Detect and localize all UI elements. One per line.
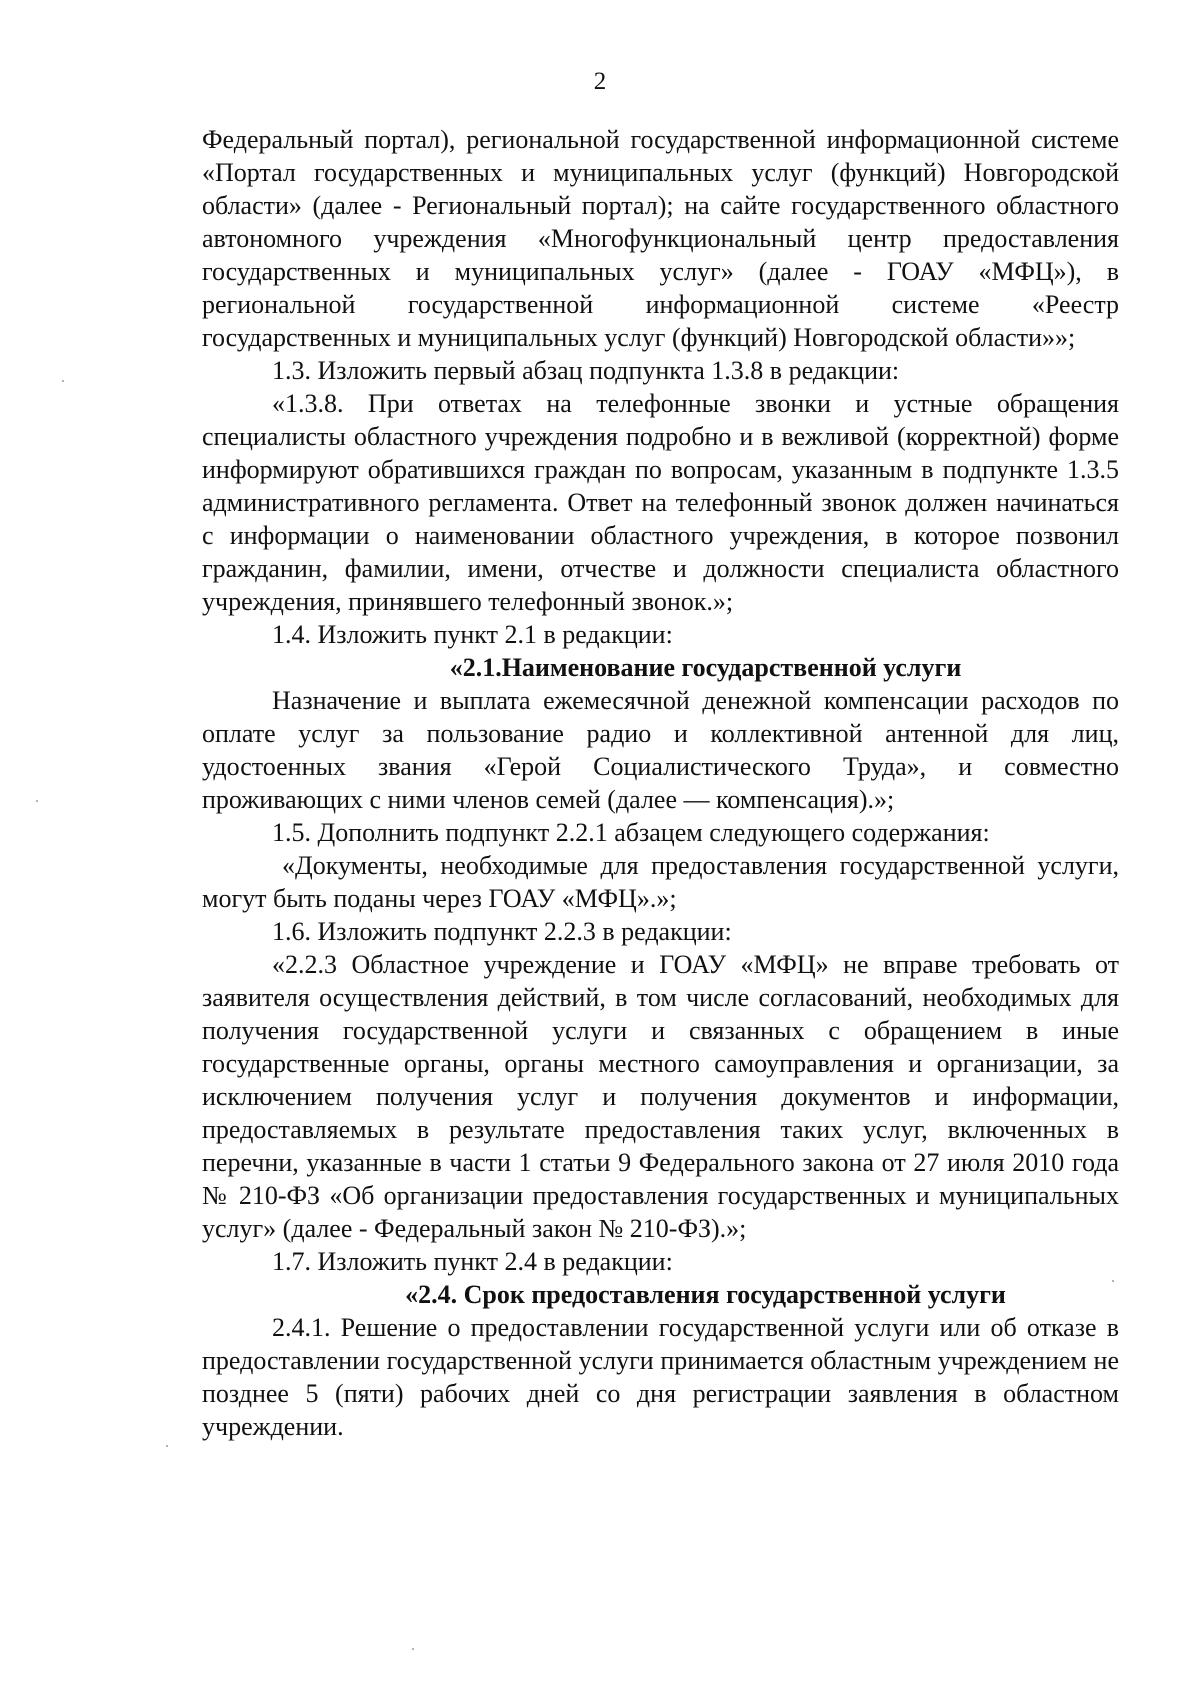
paragraph-item-1-5: 1.5. Дополнить подпункт 2.2.1 абзацем следующего содержания: — [272, 818, 990, 847]
paragraph-item-1-3: 1.3. Изложить первый абзац подпункта 1.3.8 в редакции: — [272, 356, 900, 385]
paragraph-2-4-1: 2.4.1. Решение о предоставлении государственной услуги или об отказе в предоставлении государственной услуги принимается областным учреждением не позднее 5 (пяти) рабочих дней со дня регистрации заявления в областном учреждении. — [202, 1313, 1119, 1441]
paragraph-documents-mfc: «Документы, необходимые для предоставления государственной услуги, могут быть поданы через ГОАУ «МФЦ».»; — [202, 851, 1119, 913]
paragraph-item-1-6: 1.6. Изложить подпункт 2.2.3 в редакции: — [272, 917, 732, 946]
document-body — [202, 123, 1119, 1443]
paragraph-portal-list: Федеральный портал), региональной государственной информационной системе «Портал государственных и муниципальных услуг (функций) Новгородской области» (далее - Региональный портал); на сайте государственного областного автономного учреждения «Многофункциональный центр предоставления государственных и муниципальных услуг» (далее - ГОАУ «МФЦ»), в региональной государственной информационной системе «Реестр государственных и муниципальных услуг (функций) Новгородской области»»; — [202, 125, 1119, 352]
paragraph-item-1-7: 1.7. Изложить пункт 2.4 в редакции: — [272, 1247, 673, 1276]
paragraph-2-2-3: «2.2.3 Областное учреждение и ГОАУ «МФЦ» не вправе требовать от заявителя осуществления действий, в том числе согласований, необходимых для получения государственной услуги и связанных с обращением в иные государственные органы, органы местного самоуправления и организации, за исключением получения услуг и получения документов и информации, предоставляемых в результате предоставления таких услуг, включенных в перечни, указанные в части 1 статьи 9 Федерального закона от 27 июля 2010 года № 210-ФЗ «Об организации предоставления государственных и муниципальных услуг» (далее - Федеральный закон № 210-ФЗ).»; — [202, 950, 1119, 1243]
heading-2-1: «2.1.Наименование государственной услуги — [449, 653, 962, 682]
scan-speck — [1112, 1280, 1114, 1282]
paragraph-2-1-body: Назначение и выплата ежемесячной денежной компенсации расходов по оплате услуг за пользование радио и коллективной антенной для лиц, удостоенных звания «Герой Социалистического Труда», и совместно проживающих с ними членов семей (далее — компенсация).»; — [202, 686, 1119, 814]
scan-speck — [62, 380, 64, 382]
scan-speck — [166, 1445, 168, 1447]
scan-speck — [36, 800, 38, 802]
heading-2-4: «2.4. Срок предоставления государственной услуги — [405, 1280, 1006, 1309]
paragraph-item-1-4: 1.4. Изложить пункт 2.1 в редакции: — [272, 620, 673, 649]
paragraph-1-3-8: «1.3.8. При ответах на телефонные звонки и устные обращения специалисты областного учреждения подробно и в вежливой (корректной) форме информируют обратившихся граждан по вопросам, указанным в подпункте 1.3.5 административного регламента. Ответ на телефонный звонок должен начинаться с информации о наименовании областного учреждения, в которое позвонил гражданин, фамилии, имени, отчестве и должности специалиста областного учреждения, принявшего телефонный звонок.»; — [202, 389, 1119, 616]
page-number: 2 — [593, 68, 607, 95]
scan-speck — [412, 1648, 414, 1650]
